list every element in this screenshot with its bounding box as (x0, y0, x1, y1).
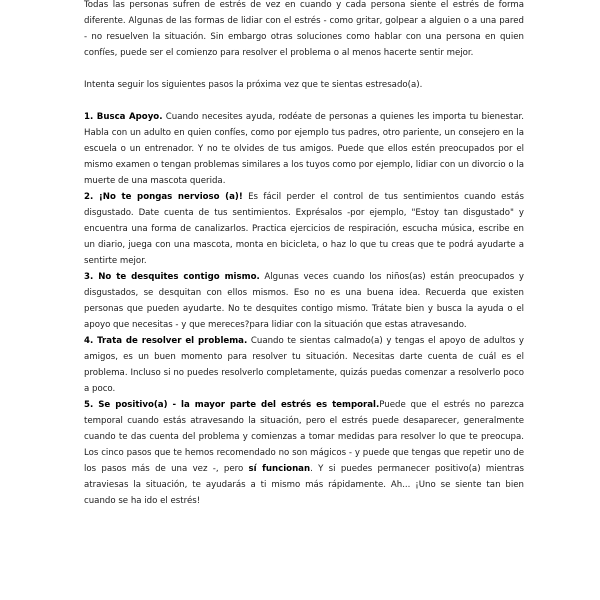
step-2 (84, 189, 524, 269)
step-1-body: Cuando necesites ayuda, rodéate de personas a quienes les importa tu bienestar. Habla con un adulto en quien confíes, como por ejemplo tus padres, otro pariente, un consejero en la escuela o un entrenador. Y no te olvides de tus amigos. Puede que ellos estén preocupados por el mismo examen o tengan problemas similares a los tuyos como por ejemplo, lidiar con un divorcio o la muerte de una mascota querida. (84, 112, 524, 186)
step-3 (84, 269, 524, 333)
step-2-title: 2. ¡No te pongas nervioso (a)! (84, 192, 243, 202)
step-4-title: 4. Trata de resolver el problema. (84, 336, 248, 346)
step-5 (84, 397, 524, 509)
step-1 (84, 109, 524, 189)
step-4-body: Cuando te sientas calmado(a) y tengas el apoyo de adultos y amigos, es un buen momento para resolver tu situación. Necesitas darte cuenta de cuál es el problema. Incluso si no puedes resolverlo completamente, quizás puedas comenzar a resolverlo poco a poco. (84, 336, 524, 394)
step-5-body-before: Puede que el estrés no parezca temporal cuando estás atravesando la situación, pero el estrés puede desaparecer, generalmente cuando te das cuenta del problema y comienzas a tomar medidas para resolver lo que te preocupa. Los cinco pasos que te hemos recomendado no son mágicos - y puede que tengas que repetir uno de los pasos más de una vez -, pero (84, 400, 524, 474)
instruction-paragraph: Intenta seguir los siguientes pasos la próxima vez que te sientas estresado(a). (84, 80, 423, 90)
step-4 (84, 333, 524, 397)
step-3-body: Algunas veces cuando los niños(as) están preocupados y disgustados, se desquitan con ellos mismos. Eso no es una buena idea. Recuerda que existen personas que pueden ayudarte. No te desquites contigo mismo. Trátate bien y busca la ayuda o el apoyo que necesitas - y que mereces?para lidiar con la situación que estas atravesando. (84, 272, 524, 330)
step-5-body-after: . Y si puedes permanecer positivo(a) mientras atraviesas la situación, te ayudarás a ti mismo más rápidamente. Ah... ¡Uno se siente tan bien cuando se ha ido el estrés! (84, 464, 524, 506)
step-5-emphasis: sí funcionan (248, 464, 311, 474)
step-2-body: Es fácil perder el control de tus sentimientos cuando estás disgustado. Date cuenta de tus sentimientos. Exprésalos -por ejemplo, "Estoy tan disgustado" y encuentra una forma de canalizarlos. Practica ejercicios de respiración, escucha música, escribe en un diario, juega con una mascota, monta en bicicleta, o haz lo que tu creas que te podrá ayudarte a sentirte mejor. (84, 192, 524, 266)
document-page (84, 0, 524, 509)
step-1-title: 1. Busca Apoyo. (84, 112, 163, 122)
step-5-title: 5. Se positivo(a) - la mayor parte del estrés es temporal. (84, 400, 380, 410)
step-3-title: 3. No te desquites contigo mismo. (84, 272, 260, 282)
intro-paragraph: Todas las personas sufren de estrés de vez en cuando y cada persona siente el estrés de forma diferente. Algunas de las formas de lidiar con el estrés - como gritar, golpear a alguien o a una pared - no resuelven la situación. Sin embargo otras soluciones como hablar con una persona en quien confíes, puede ser el comienzo para resolver el problema o al menos hacerte sentir mejor. (84, 0, 524, 58)
